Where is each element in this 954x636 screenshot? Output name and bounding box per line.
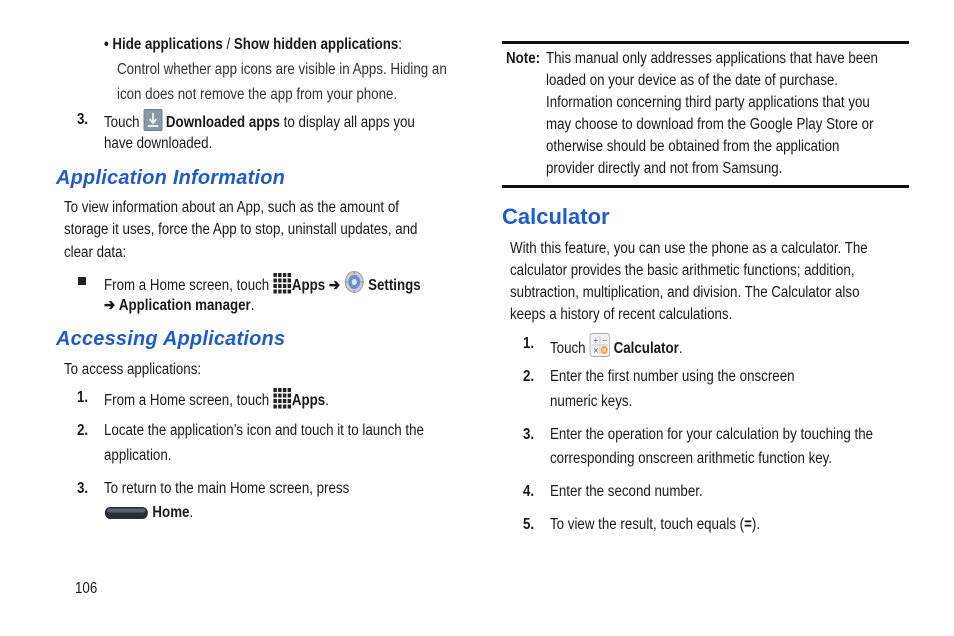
access-intro: To access applications: bbox=[64, 361, 202, 378]
heading-calculator: Calculator bbox=[502, 204, 610, 229]
calc-desc-4: keeps a history of recent calculations. bbox=[510, 306, 733, 323]
calc-step-2-line-2: numeric keys. bbox=[550, 393, 633, 410]
calc-desc-3: subtraction, multiplication, and division. The Calculator also bbox=[510, 284, 860, 301]
heading-accessing-applications: Accessing Applications bbox=[56, 328, 286, 350]
settings-gear-icon bbox=[344, 270, 365, 301]
colon: : bbox=[398, 36, 403, 53]
separator: / bbox=[222, 36, 234, 53]
period: . bbox=[678, 340, 683, 357]
period: . bbox=[325, 392, 329, 409]
access-step-2-line-1: Locate the application’s icon and touch it to launch the bbox=[104, 422, 424, 439]
calc-step-5 bbox=[550, 514, 760, 536]
from-home-text: From a Home screen, touch bbox=[104, 277, 270, 294]
calc-step-1-number: 1. bbox=[523, 335, 535, 352]
app-info-line-2: storage it uses, force the App to stop, uninstall updates, and bbox=[64, 221, 418, 238]
calc-step-3-line-1: Enter the operation for your calculation by touching the bbox=[550, 426, 874, 443]
calc-desc-2: calculator provides the basic arithmetic functions; addition, bbox=[510, 262, 855, 279]
step-3-line-2: have downloaded. bbox=[104, 135, 213, 152]
arrow-icon: ➔ bbox=[328, 277, 341, 294]
calc-step-1 bbox=[550, 333, 683, 364]
app-info-line-1: To view information about an App, such as the amount of bbox=[64, 199, 399, 216]
calculator-icon bbox=[589, 333, 610, 364]
show-hidden-applications-term: Show hidden applications bbox=[233, 36, 399, 53]
calc-step-2-line-1: Enter the first number using the onscreen bbox=[550, 368, 795, 385]
calc-step-4: Enter the second number. bbox=[550, 483, 703, 500]
access-step-2-line-2: application. bbox=[104, 447, 172, 464]
from-home-text: From a Home screen, touch bbox=[104, 392, 270, 409]
access-step-3-line-1: To return to the main Home screen, press bbox=[104, 480, 350, 497]
calc-step-3-number: 3. bbox=[523, 426, 535, 443]
settings-term: Settings bbox=[368, 277, 421, 294]
apps-term: Apps bbox=[291, 277, 326, 294]
note-top-rule bbox=[502, 41, 909, 44]
note-bottom-rule bbox=[502, 185, 909, 188]
note-line-2: loaded on your device as of the date of purchase. bbox=[546, 72, 838, 89]
home-term: Home bbox=[152, 504, 190, 521]
access-step-2-number: 2. bbox=[77, 422, 89, 439]
hide-applications-term: Hide applications bbox=[112, 36, 223, 53]
step-3-rest: to display all apps you bbox=[283, 114, 415, 131]
arrow-icon: ➔ bbox=[104, 297, 116, 314]
period: . bbox=[250, 297, 255, 314]
apps-grid-icon bbox=[273, 387, 292, 416]
note-line-6: provider directly and not from Samsung. bbox=[546, 160, 783, 177]
bullet: • bbox=[104, 36, 109, 53]
step-5-end: ). bbox=[751, 516, 761, 533]
calc-desc-1: With this feature, you can use the phone as a calculator. The bbox=[510, 240, 868, 257]
svg-text:−: − bbox=[601, 335, 608, 346]
note-line-1: This manual only addresses applications that have been bbox=[546, 50, 878, 67]
step-3-number: 3. bbox=[77, 111, 89, 128]
access-step-1 bbox=[104, 387, 329, 416]
touch-word: Touch bbox=[104, 114, 140, 131]
access-step-1-number: 1. bbox=[77, 389, 89, 406]
application-manager-term: Application manager bbox=[118, 297, 251, 314]
step-5-text: To view the result, touch equals ( bbox=[550, 516, 745, 533]
calculator-term: Calculator bbox=[613, 340, 679, 357]
calc-step-3-line-2: corresponding onscreen arithmetic function key. bbox=[550, 450, 833, 467]
note-label: Note: bbox=[506, 50, 541, 67]
svg-text:×: × bbox=[592, 345, 599, 356]
apps-term: Apps bbox=[291, 392, 326, 409]
note-line-4: may choose to download from the Google Play Store or bbox=[546, 116, 874, 133]
home-key-icon bbox=[104, 505, 149, 528]
page-number: 106 bbox=[75, 580, 98, 597]
apps-grid-icon bbox=[273, 272, 292, 301]
hide-apps-desc-2: icon does not remove the app from your phone. bbox=[117, 86, 398, 103]
hide-apps-bullet-line bbox=[104, 34, 402, 56]
heading-application-information: Application Information bbox=[56, 167, 286, 189]
note-line-3: Information concerning third party applications that you bbox=[546, 94, 870, 111]
square-bullet bbox=[78, 277, 86, 285]
note-line-5: otherwise should be obtained from the application bbox=[546, 138, 840, 155]
app-info-line-3: clear data: bbox=[64, 244, 127, 261]
equals-key: = bbox=[744, 516, 752, 533]
calc-step-5-number: 5. bbox=[523, 516, 535, 533]
calc-step-4-number: 4. bbox=[523, 483, 535, 500]
period: . bbox=[189, 504, 194, 521]
access-step-3-number: 3. bbox=[77, 480, 89, 497]
touch-word: Touch bbox=[550, 340, 586, 357]
svg-text:+: + bbox=[592, 335, 599, 346]
downloaded-apps-term: Downloaded apps bbox=[165, 114, 280, 131]
access-step-3-line-2 bbox=[104, 502, 193, 528]
hide-apps-desc-1: Control whether app icons are visible in Apps. Hiding an bbox=[117, 61, 447, 78]
settings-path-line-2 bbox=[104, 295, 254, 317]
calc-step-2-number: 2. bbox=[523, 368, 535, 385]
